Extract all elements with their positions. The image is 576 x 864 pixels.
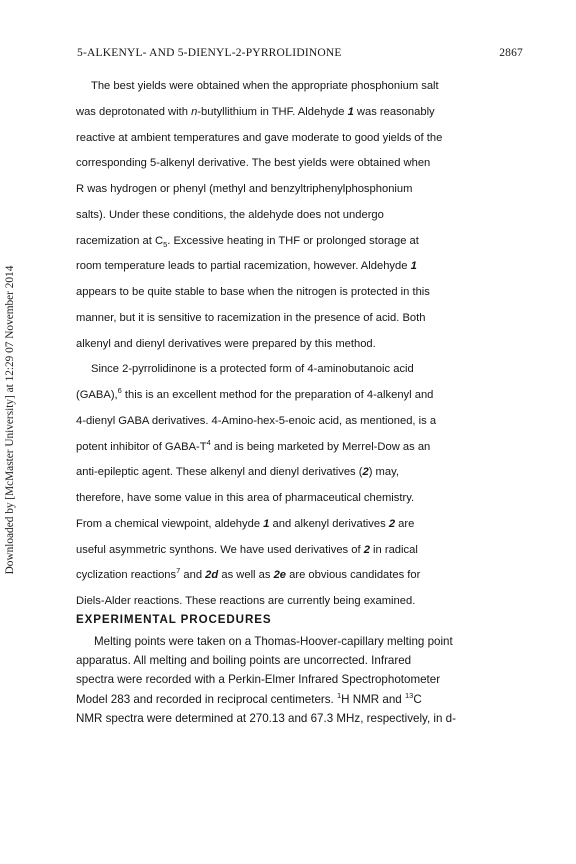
text-span: -butyllithium in THF. Aldehyde xyxy=(197,105,348,118)
compound-ref: 1 xyxy=(347,105,354,118)
text-line xyxy=(76,563,536,589)
compound-ref: 2 xyxy=(363,543,370,556)
text-line xyxy=(76,332,536,358)
text-span: NMR spectra were determined at 270.13 and 67.3 MHz, respectively, in d- xyxy=(76,711,456,725)
compound-ref: 2e xyxy=(273,569,287,582)
text-span: reactive at ambient temperatures and gave moderate to good yields of the xyxy=(76,131,443,144)
text-span: racemization at C xyxy=(76,234,164,247)
italic-text: n xyxy=(191,105,198,118)
text-span: as well as xyxy=(218,569,274,582)
citation-ref: 6 xyxy=(117,386,122,395)
text-span: was deprotonated with xyxy=(76,105,192,118)
text-span: From a chemical viewpoint, aldehyde xyxy=(76,517,264,530)
citation-ref: 7 xyxy=(176,566,181,576)
text-line xyxy=(76,100,536,126)
citation-ref: 4 xyxy=(206,437,211,447)
text-span: salts). Under these conditions, the aldehyde does not undergo xyxy=(76,208,384,221)
text-span: Model 283 and recorded in reciprocal centimeters. xyxy=(76,692,337,706)
section-heading: EXPERIMENTAL PROCEDURES xyxy=(76,613,272,626)
text-span: cyclization reactions xyxy=(76,569,177,582)
text-span: . Excessive heating in THF or prolonged storage at xyxy=(167,234,419,247)
text-span: 4-dienyl GABA derivatives. 4-Amino-hex-5-enoic acid, as mentioned, is a xyxy=(76,414,437,427)
text-line xyxy=(76,435,536,461)
text-span: corresponding 5-alkenyl derivative. The best yields were obtained when xyxy=(76,157,431,170)
compound-ref: 2 xyxy=(362,466,369,479)
text-span: Since 2-pyrrolidinone is a protected form of 4-aminobutanoic acid xyxy=(91,363,414,376)
text-line xyxy=(76,709,536,728)
text-line xyxy=(76,538,536,564)
text-span: Diels-Alder reactions. These reactions are currently being examined. xyxy=(76,595,416,607)
compound-ref: 2d xyxy=(205,569,219,582)
superscript: 1 xyxy=(337,690,342,700)
text-span: anti-epileptic agent. These alkenyl and dienyl derivatives ( xyxy=(76,466,363,479)
text-span: this is an excellent method for the preparation of 4-alkenyl and xyxy=(121,389,434,401)
text-line xyxy=(76,126,536,152)
text-span: Melting points were taken on a Thomas-Hoover-capillary melting point xyxy=(94,635,453,648)
download-watermark xyxy=(0,200,20,640)
text-span: are xyxy=(395,517,415,530)
text-line xyxy=(76,651,536,670)
text-span: therefore, have some value in this area of pharmaceutical chemistry. xyxy=(76,492,415,504)
text-span: R was hydrogen or phenyl (methyl and benzyltriphenylphosphonium xyxy=(76,183,413,195)
text-line xyxy=(76,690,536,709)
text-span: The best yields were obtained when the appropriate phosphonium salt xyxy=(91,80,439,92)
text-span: H NMR and xyxy=(341,692,405,706)
compound-ref: 1 xyxy=(263,517,270,530)
text-line xyxy=(76,632,536,651)
text-span: spectra were recorded with a Perkin-Elmer Infrared Spectrophotometer xyxy=(76,673,441,687)
text-line xyxy=(76,229,536,255)
text-line xyxy=(76,460,536,486)
text-line xyxy=(76,203,536,229)
text-line xyxy=(76,254,536,280)
text-line xyxy=(76,409,536,435)
text-span: and xyxy=(180,569,206,582)
text-line xyxy=(76,177,536,203)
text-line xyxy=(76,486,536,512)
experimental-text xyxy=(76,632,536,728)
text-line xyxy=(76,151,536,177)
text-span: manner, but it is sensitive to racemization in the presence of acid. Both xyxy=(76,311,426,324)
text-span: and is being marketed by Merrel-Dow as an xyxy=(210,440,431,453)
text-span: alkenyl and dienyl derivatives were prepared by this method. xyxy=(76,337,376,350)
compound-ref: 1 xyxy=(410,260,417,273)
text-line xyxy=(76,74,536,100)
text-line xyxy=(76,383,536,409)
compound-ref: 2 xyxy=(388,517,396,530)
page-number: 2867 xyxy=(499,47,523,59)
body-text xyxy=(76,74,536,615)
text-span: ) may, xyxy=(368,466,399,479)
text-line xyxy=(76,306,536,332)
text-span: useful asymmetric synthons. We have used derivatives of xyxy=(76,543,364,556)
download-note: Downloaded by [McMaster University] at 12:29 07 November 2014 xyxy=(4,265,16,575)
text-span: appears to be quite stable to base when the nitrogen is protected in this xyxy=(76,286,430,298)
text-span: in radical xyxy=(369,543,418,556)
text-span: potent inhibitor of GABA-T xyxy=(76,440,207,453)
text-span: are obvious candidates for xyxy=(286,569,421,582)
text-span: and alkenyl derivatives xyxy=(269,517,389,530)
text-span: (GABA), xyxy=(76,389,118,401)
running-title: 5-ALKENYL- AND 5-DIENYL-2-PYRROLIDINONE xyxy=(77,47,342,59)
text-line xyxy=(76,512,536,538)
superscript: 13 xyxy=(404,690,414,700)
text-span: apparatus. All melting and boiling points are uncorrected. Infrared xyxy=(76,654,412,668)
text-line xyxy=(76,670,536,689)
running-header xyxy=(77,47,523,63)
text-line xyxy=(76,280,536,306)
text-span: room temperature leads to partial racemization, however. Aldehyde xyxy=(76,260,411,273)
text-span: was reasonably xyxy=(353,105,435,118)
text-span: C xyxy=(413,692,422,706)
subscript: 5 xyxy=(163,239,168,249)
text-line xyxy=(76,357,536,383)
text-line xyxy=(76,589,536,615)
